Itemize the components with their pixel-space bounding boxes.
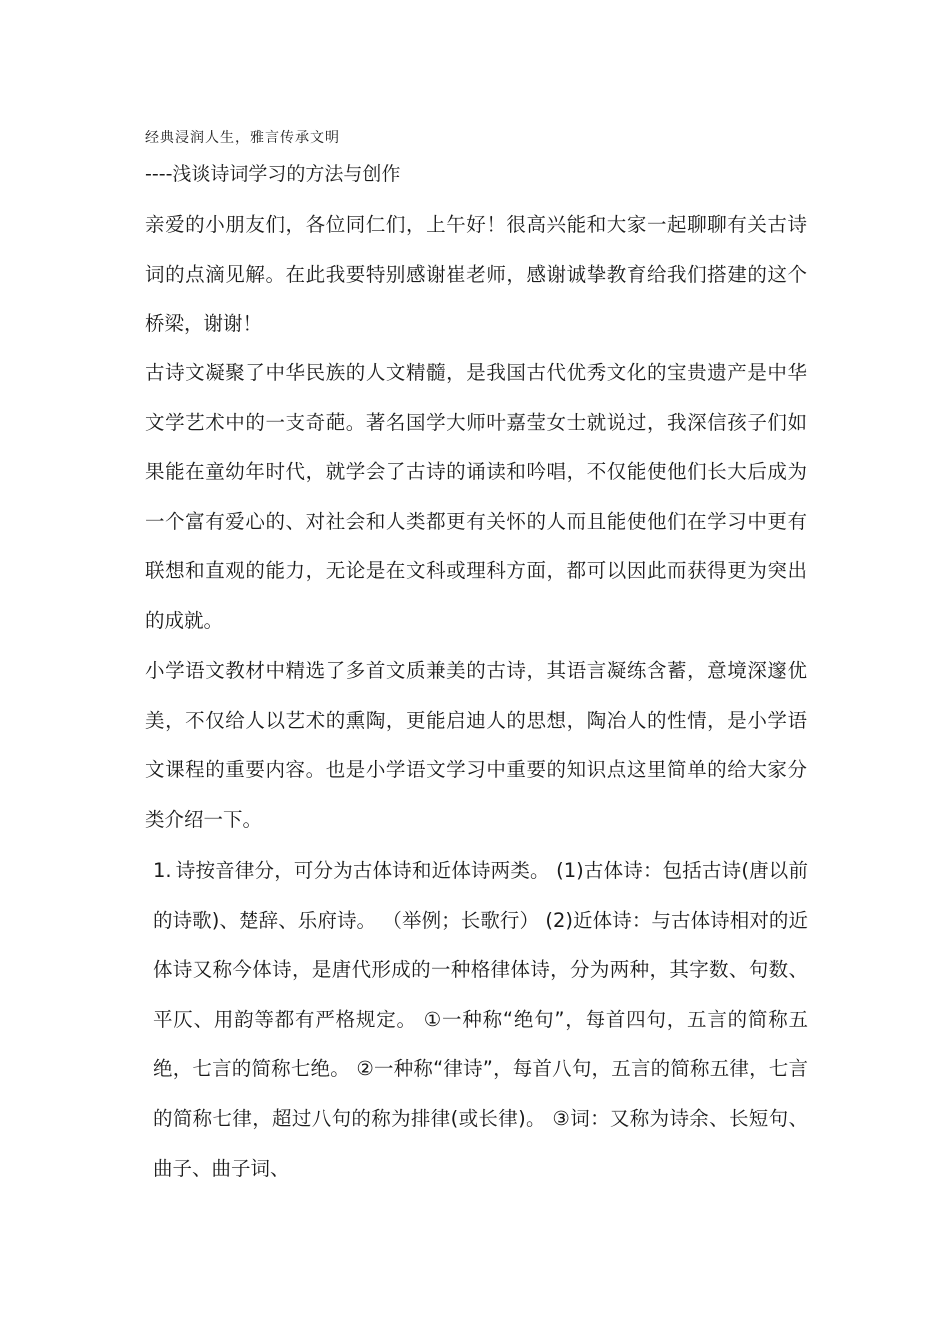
list-item bbox=[153, 846, 808, 1193]
paragraph-classical-poetry: 古诗文凝聚了中华民族的人文精髓，是我国古代优秀文化的宝贵遗产是中华文学艺术中的一支奇葩。著名国学大师叶嘉莹女士就说过，我深信孩子们如果能在童幼年时代，就学会了古诗的诵读和吟唱，不仅能使他们长大后成为一个富有爱心的、对社会和人类都更有关怀的人而且能使他们在学习中更有联想和直观的能力，无论是在文科或理科方面，都可以因此而获得更为突出的成就。 bbox=[145, 361, 807, 632]
list-item-number: 1. bbox=[153, 859, 172, 882]
paragraph-greeting: 亲爱的小朋友们，各位同仁们，上午好！很高兴能和大家一起聊聊有关古诗词的点滴见解。在此我要特别感谢崔老师，感谢诚挚教育给我们搭建的这个桥梁，谢谢！ bbox=[145, 213, 807, 336]
document-title: 经典浸润人生，雅言传承文明 bbox=[145, 130, 340, 146]
paragraph-textbook: 小学语文教材中精选了多首文质兼美的古诗，其语言凝练含蓄，意境深邃优美，不仅给人以艺术的熏陶，更能启迪人的思想，陶冶人的性情，是小学语文课程的重要内容。也是小学语文学习中重要的知识点这里简单的给大家分类介绍一下。 bbox=[145, 659, 807, 831]
list-item-text: 诗按音律分，可分为古体诗和近体诗两类。 (1)古体诗：包括古诗(唐以前的诗歌)、楚辞、乐府诗。 （举例；长歌行） (2)近体诗：与古体诗相对的近体诗又称今体诗，是唐代形成的一种格律体诗，分为两种，其字数、句数、平仄、用韵等都有严格规定。 ①一种称“绝句”，每首四句，五言的简称五绝，七言的简称七绝。 ②一种称“律诗”，每首八句，五言的简称五律，七言的简称七律，超过八句的称为排律(或长律)。 ③词：又称为诗余、长短句、曲子、曲子词、 bbox=[153, 859, 808, 1180]
document-subtitle: ----浅谈诗词学习的方法与创作 bbox=[145, 163, 401, 185]
